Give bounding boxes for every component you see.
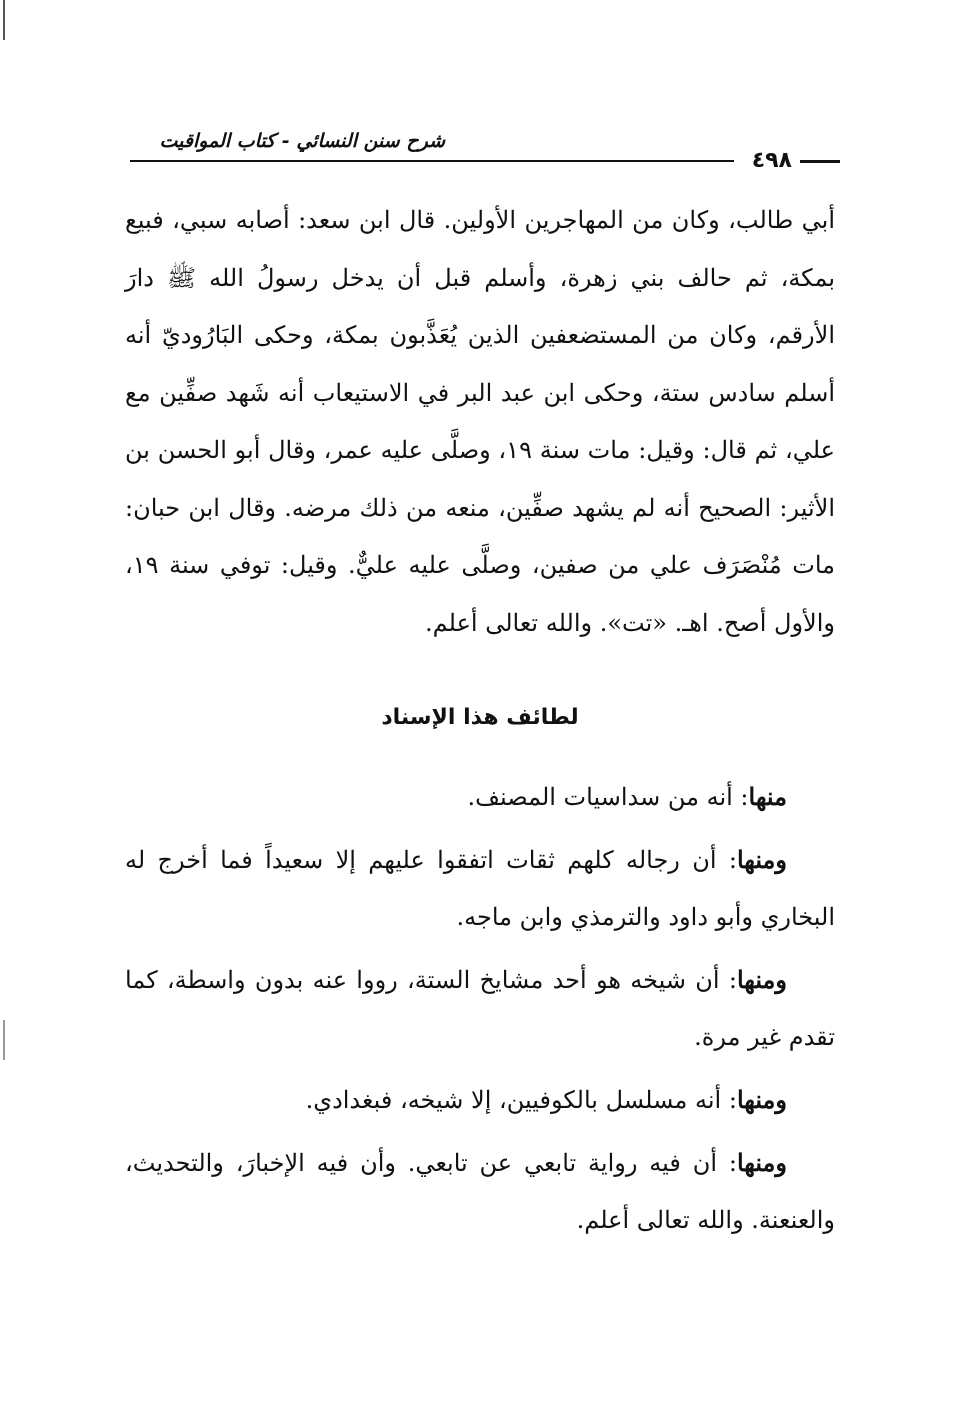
point-text: : أنه من سداسيات المصنف. bbox=[467, 783, 749, 811]
point-label: منها bbox=[748, 782, 787, 811]
point-text: : أن رجاله كلهم ثقات اتفقوا عليهم إلا سعيداً فما أخرج له البخاري وأبو داود والترمذي وابن ماجه. bbox=[125, 846, 835, 931]
point-text: : أن شيخه هو أحد مشايخ الستة، رووا عنه بدون واسطة، كما تقدم غير مرة. bbox=[125, 966, 835, 1051]
point-label: ومنها bbox=[736, 1148, 787, 1177]
page-header bbox=[120, 126, 840, 176]
point-label: ومنها bbox=[736, 965, 787, 994]
page-number bbox=[734, 146, 840, 176]
point-label: ومنها bbox=[736, 1085, 787, 1114]
point-item bbox=[125, 831, 835, 946]
point-item bbox=[125, 1134, 835, 1249]
section-heading: لطائف هذا الإسناد bbox=[381, 705, 579, 730]
body-paragraph: أبي طالب، وكان من المهاجرين الأولين. قال ابن سعد: أصابه سبي، فبيع بمكة، ثم حالف بني زهرة، وأسلم قبل أن يدخل رسولُ الله ﷺ دارَ الأرقم، وكان من المستضعفين الذين يُعَذَّبون بمكة، وحكى البَارُوديّ أنه أسلم سادس ستة، وحكى ابن عبد البر في الاستيعاب أنه شَهد صفِّين مع علي، ثم قال: وقيل: مات سنة ١٩، وصلَّى عليه عمر، وقال أبو الحسن بن الأثير: الصحيح أنه لم يشهد صفِّين، منعه من ذلك مرضه. وقال ابن حبان: مات مُنْصَرَف علي من صفين، وصلَّى عليه عليٌّ. وقيل: توفي سنة ١٩، والأول أصح. اهـ. «تت». والله تعالى أعلم. bbox=[125, 206, 835, 637]
running-title: شرح سنن النسائي - كتاب المواقيت bbox=[159, 130, 445, 152]
point-text: : أن فيه رواية تابعي عن تابعي. وأن فيه الإخبارَ، والتحديث، والعنعنة. والله تعالى أعلم. bbox=[125, 1149, 835, 1234]
points-list bbox=[125, 768, 835, 1254]
point-item bbox=[125, 768, 835, 826]
page-edge-mark bbox=[3, 0, 5, 40]
page-edge-mark bbox=[3, 1020, 5, 1060]
point-item bbox=[125, 1071, 835, 1129]
point-label: ومنها bbox=[736, 845, 787, 874]
page-number-dash bbox=[800, 160, 840, 163]
point-text: : أنه مسلسل بالكوفيين، إلا شيخه، فبغدادي. bbox=[305, 1086, 737, 1114]
page-number-value: ٤٩٨ bbox=[751, 148, 792, 173]
point-item bbox=[125, 951, 835, 1066]
body-text bbox=[125, 192, 835, 652]
